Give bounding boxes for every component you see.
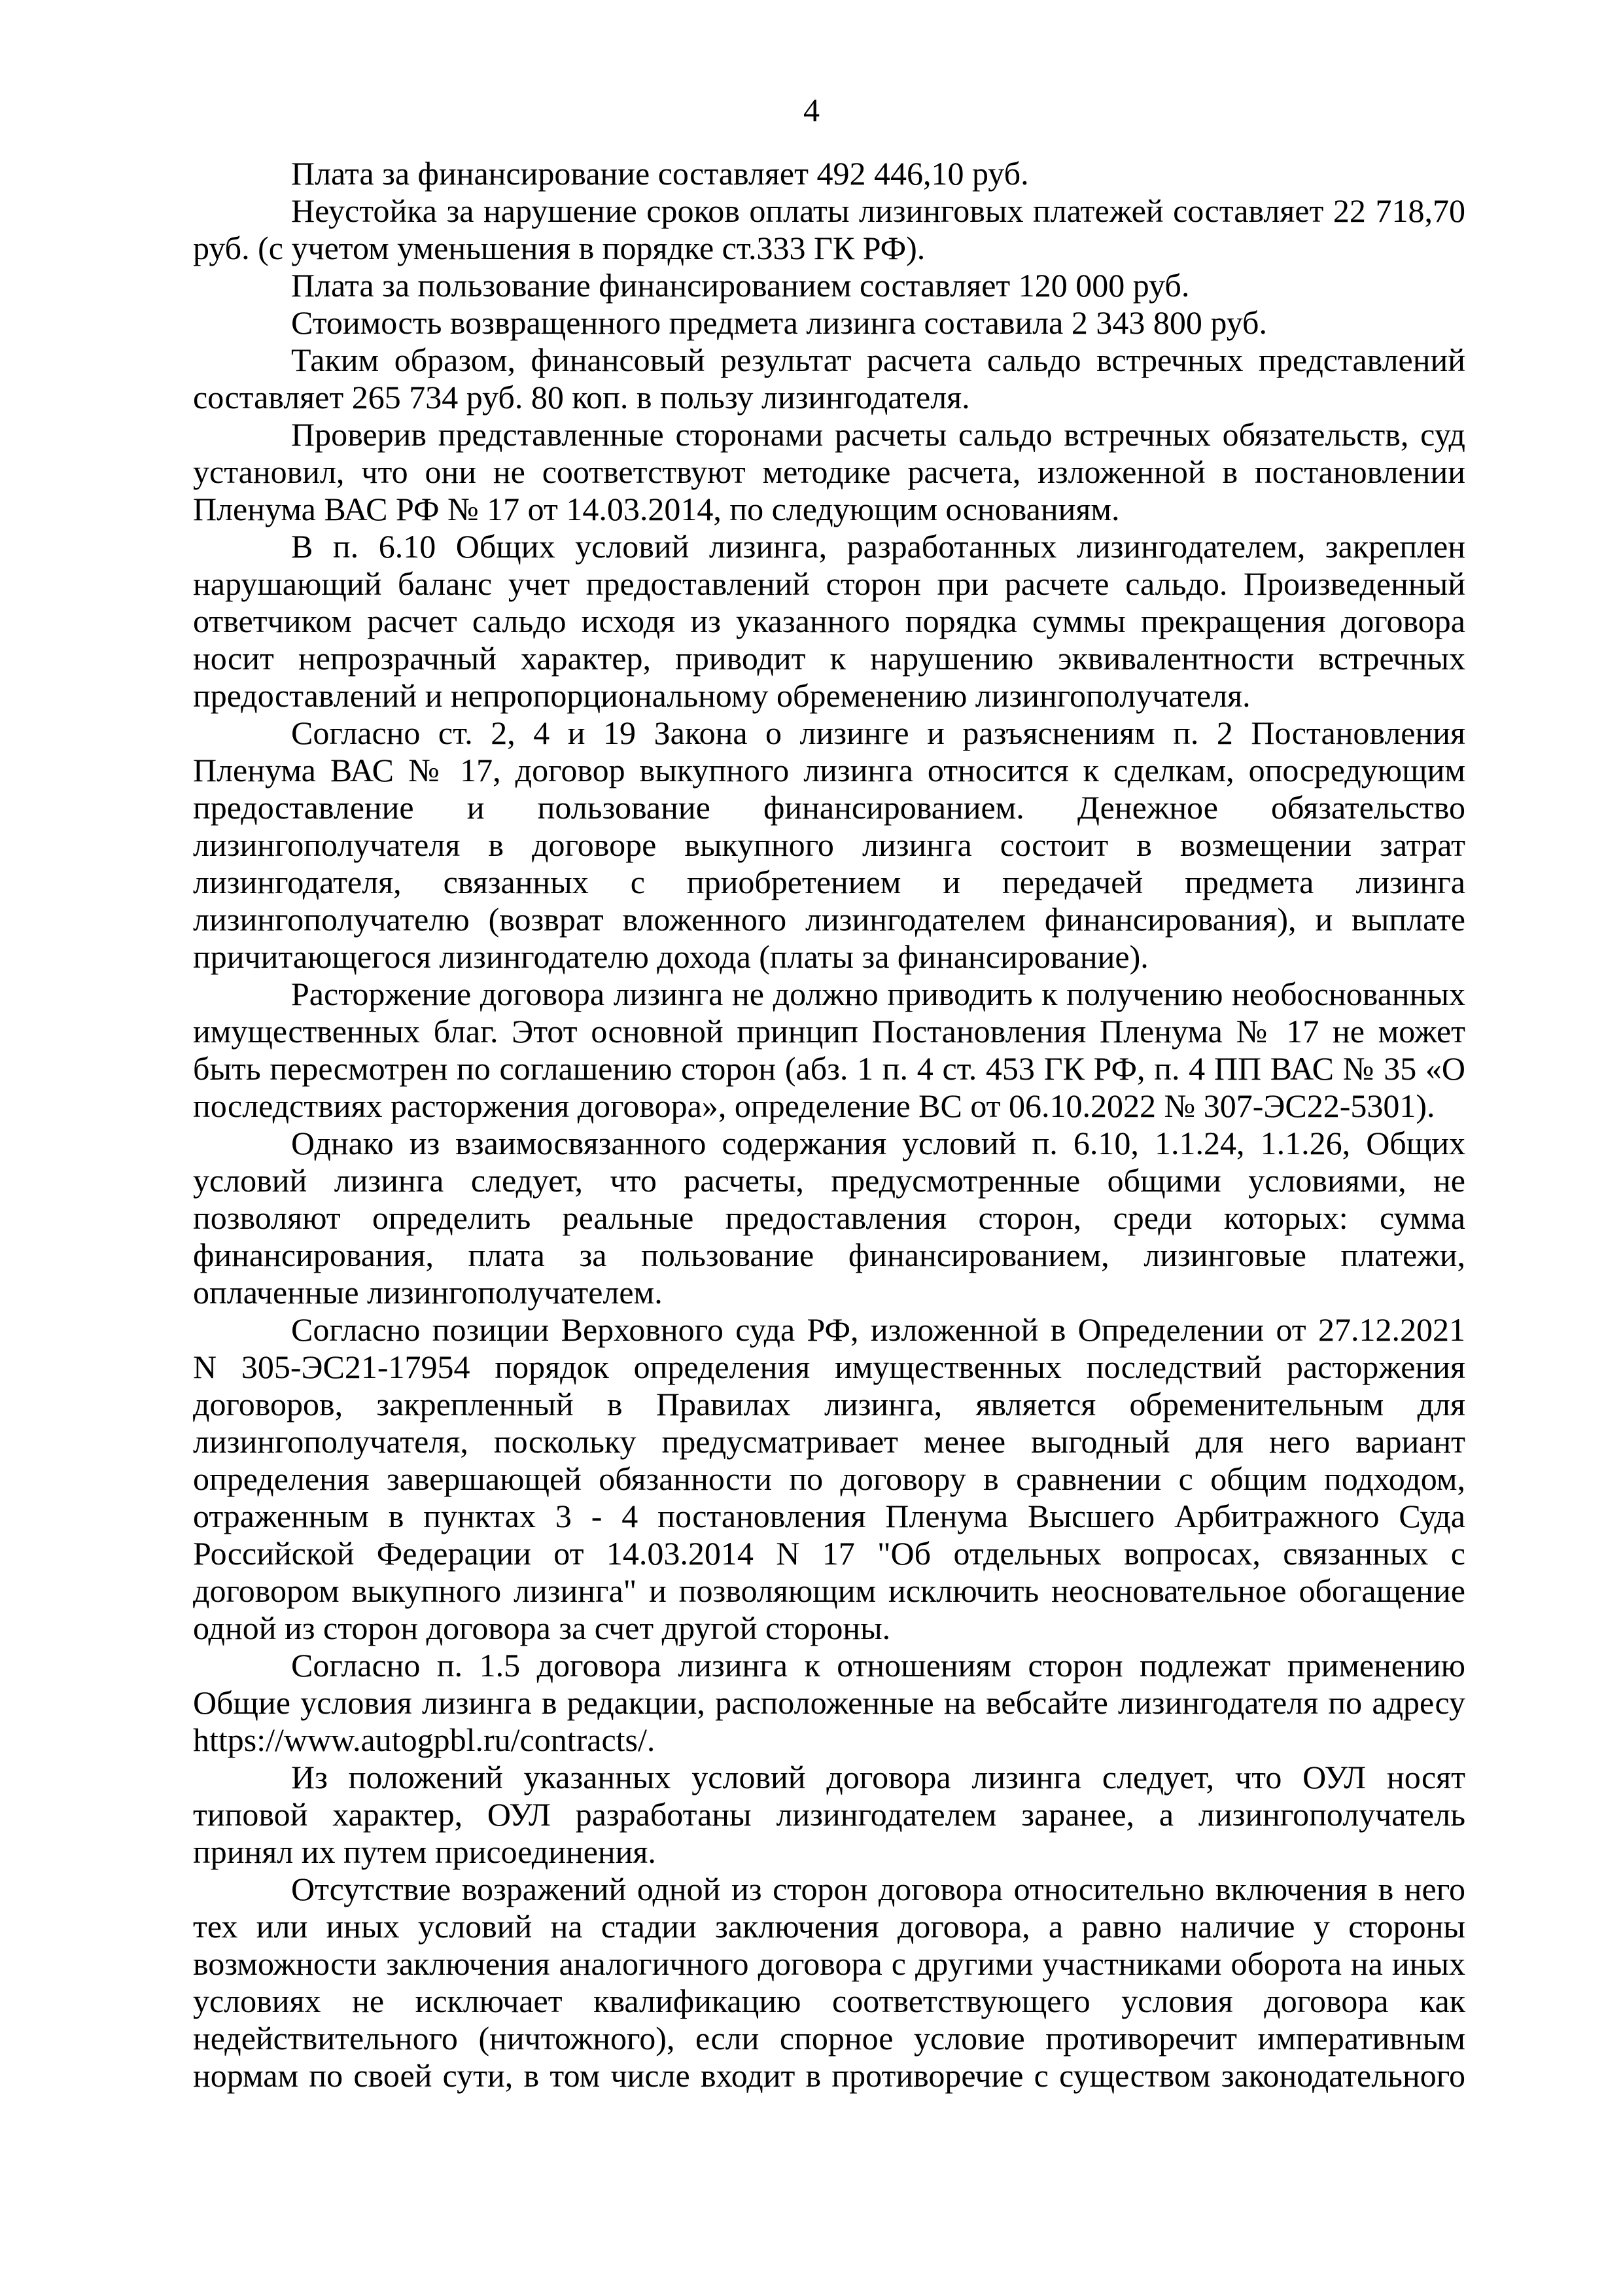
text-line: определения завершающей обязанности по договору в сравнении с общим подходом,	[193, 1460, 1465, 1497]
text-line: Проверив представленные сторонами расчеты сальдо встречных обязательств, суд	[291, 416, 1465, 453]
paragraph	[193, 342, 1465, 416]
text-line: лизингополучателя в договоре выкупного лизинга состоит в возмещении затрат	[193, 826, 1465, 863]
text-line: оплаченные лизингополучателем.	[193, 1274, 663, 1311]
text-line: одной из сторон договора за счет другой стороны.	[193, 1610, 891, 1646]
text-line: Однако из взаимосвязанного содержания условий п. 6.10, 1.1.24, 1.1.26, Общих	[291, 1125, 1465, 1161]
text-line: Неустойка за нарушение сроков оплаты лизинговых платежей составляет 22 718,70	[291, 192, 1465, 229]
paragraph	[193, 1871, 1465, 2094]
text-line: финансирования, плата за пользование финансированием, лизинговые платежи,	[193, 1237, 1465, 1273]
paragraph	[193, 976, 1465, 1125]
text-line: Согласно ст. 2, 4 и 19 Закона о лизинге и разъяснениям п. 2 Постановления	[291, 715, 1465, 751]
text-line: быть пересмотрен по соглашению сторон (абз. 1 п. 4 ст. 453 ГК РФ, п. 4 ПП ВАС № 35 «О	[193, 1050, 1465, 1087]
text-line: Отсутствие возражений одной из сторон договора относительно включения в него	[291, 1871, 1465, 1907]
document-body	[193, 155, 1465, 2094]
text-line: типовой характер, ОУЛ разработаны лизингодателем заранее, а лизингополучатель	[193, 1796, 1465, 1833]
paragraph	[193, 267, 1465, 304]
text-line: Пленума ВАС № 17, договор выкупного лизинга относится к сделкам, опосредующим	[193, 752, 1465, 788]
text-line: Российской Федерации от 14.03.2014 N 17 "Об отдельных вопросах, связанных с	[193, 1535, 1465, 1572]
text-line: договоров, закрепленный в Правилах лизинга, является обременительным для	[193, 1386, 1465, 1422]
text-line: Расторжение договора лизинга не должно приводить к получению необоснованных	[291, 976, 1465, 1012]
paragraph	[193, 1759, 1465, 1871]
text-line: нормам по своей сути, в том числе входит в противоречие с существом законодательного	[193, 2057, 1465, 2094]
text-line: нарушающий баланс учет предоставлений сторон при расчете сальдо. Произведенный	[193, 565, 1465, 602]
text-line: Общие условия лизинга в редакции, расположенные на вебсайте лизингодателя по адресу	[193, 1684, 1465, 1721]
text-line: имущественных благ. Этот основной принцип Постановления Пленума № 17 не может	[193, 1013, 1465, 1050]
paragraph	[193, 304, 1465, 342]
paragraph	[193, 416, 1465, 528]
text-line: установил, что они не соответствуют методике расчета, изложенной в постановлении	[193, 453, 1465, 490]
text-line: условиях не исключает квалификацию соответствующего условия договора как	[193, 1983, 1465, 2019]
text-line: Плата за финансирование составляет 492 446,10 руб.	[291, 155, 1029, 192]
text-line: составляет 265 734 руб. 80 коп. в пользу лизингодателя.	[193, 379, 970, 415]
text-line: тех или иных условий на стадии заключения договора, а равно наличие у стороны	[193, 1908, 1465, 1945]
paragraph	[193, 528, 1465, 715]
text-line: предоставление и пользование финансированием. Денежное обязательство	[193, 789, 1465, 826]
text-line: носит непрозрачный характер, приводит к нарушению эквивалентности встречных	[193, 640, 1465, 677]
text-line: руб. (с учетом уменьшения в порядке ст.333 ГК РФ).	[193, 230, 926, 266]
text-line: недействительного (ничтожного), если спорное условие противоречит императивным	[193, 2020, 1465, 2057]
text-line: условий лизинга следует, что расчеты, предусмотренные общими условиями, не	[193, 1162, 1465, 1199]
text-line: ответчиком расчет сальдо исходя из указанного порядка суммы прекращения договора	[193, 603, 1465, 639]
paragraph	[193, 715, 1465, 976]
text-line: последствиях расторжения договора», определение ВС от 06.10.2022 № 307-ЭС22-5301).	[193, 1087, 1435, 1124]
text-line: причитающегося лизингодателю дохода (платы за финансирование).	[193, 938, 1149, 975]
text-line: N 305-ЭС21-17954 порядок определения имущественных последствий расторжения	[193, 1349, 1465, 1385]
text-line: лизингополучателя, поскольку предусматривает менее выгодный для него вариант	[193, 1423, 1465, 1460]
text-line: предоставлений и непропорциональному обременению лизингополучателя.	[193, 677, 1251, 714]
text-line: Стоимость возвращенного предмета лизинга составила 2 343 800 руб.	[291, 304, 1267, 341]
text-line[interactable]: https://www.autogpbl.ru/contracts/.	[193, 1722, 655, 1758]
paragraph	[193, 192, 1465, 267]
text-line: Согласно позиции Верховного суда РФ, изложенной в Определении от 27.12.2021	[291, 1311, 1465, 1348]
text-line: Таким образом, финансовый результат расчета сальдо встречных представлений	[291, 342, 1465, 378]
paragraph	[193, 1647, 1465, 1759]
page-number: 4	[803, 92, 820, 128]
paragraph	[193, 1125, 1465, 1311]
text-line: В п. 6.10 Общих условий лизинга, разработанных лизингодателем, закреплен	[291, 528, 1465, 565]
text-line: позволяют определить реальные предоставления сторон, среди которых: сумма	[193, 1199, 1465, 1236]
text-line: принял их путем присоединения.	[193, 1833, 656, 1870]
text-line: договором выкупного лизинга" и позволяющим исключить неосновательное обогащение	[193, 1572, 1465, 1609]
text-line: лизингополучателю (возврат вложенного лизингодателем финансирования), и выплате	[193, 901, 1465, 938]
text-line: Из положений указанных условий договора лизинга следует, что ОУЛ носят	[291, 1759, 1465, 1795]
paragraph	[193, 1311, 1465, 1647]
text-line: Согласно п. 1.5 договора лизинга к отношениям сторон подлежат применению	[291, 1647, 1465, 1684]
text-line: Пленума ВАС РФ № 17 от 14.03.2014, по следующим основаниям.	[193, 491, 1120, 527]
text-line: отраженным в пунктах 3 - 4 постановления Пленума Высшего Арбитражного Суда	[193, 1498, 1465, 1534]
text-line: возможности заключения аналогичного договора с другими участниками оборота на иных	[193, 1945, 1465, 1982]
text-line: Плата за пользование финансированием составляет 120 000 руб.	[291, 267, 1190, 304]
paragraph	[193, 155, 1465, 192]
text-line: лизингодателя, связанных с приобретением и передачей предмета лизинга	[193, 864, 1465, 900]
